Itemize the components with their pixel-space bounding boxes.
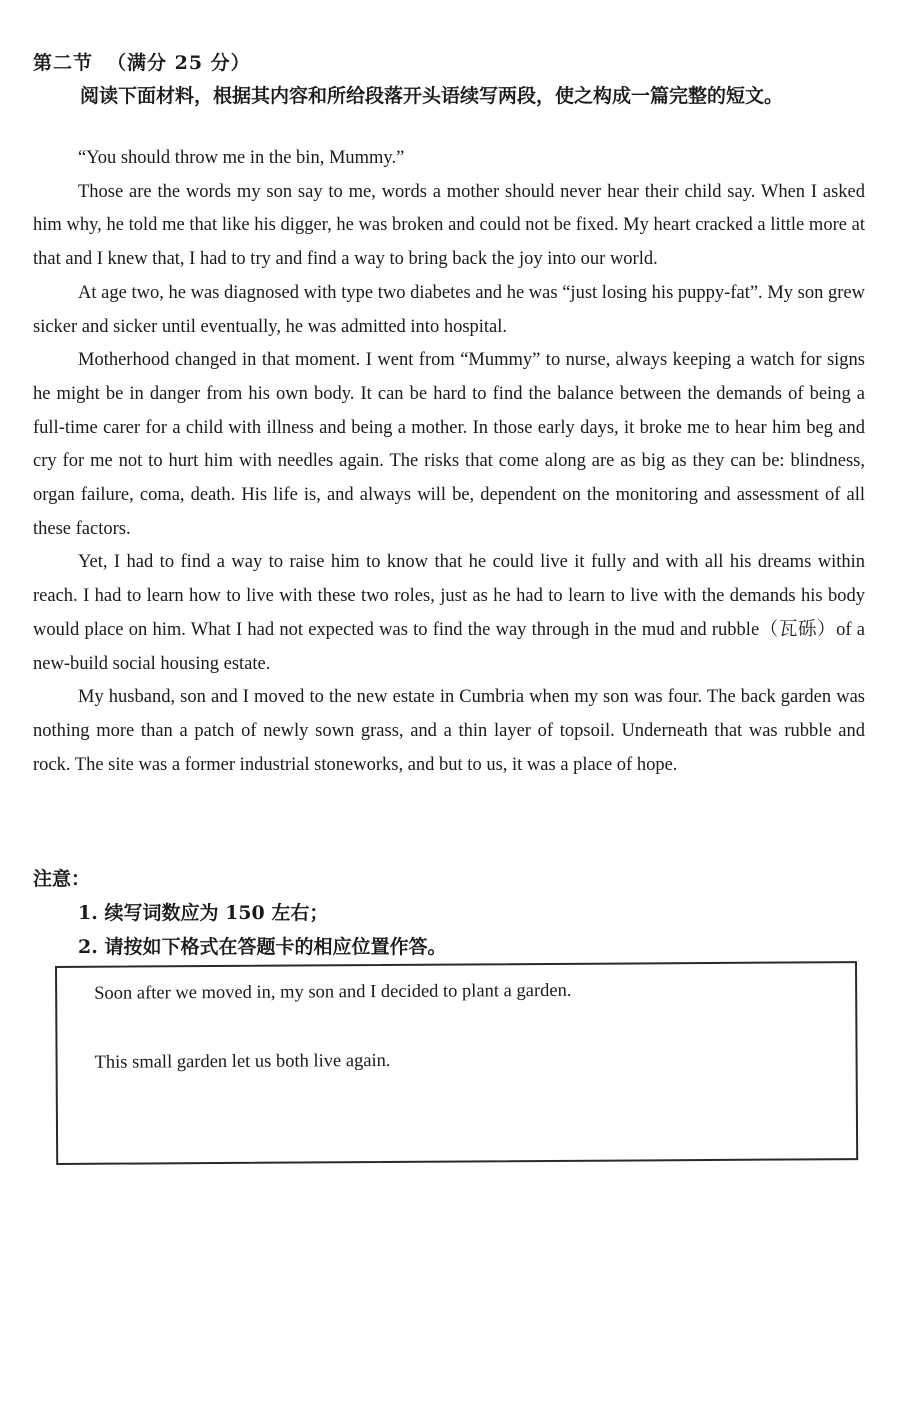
paragraph-one-opening: Soon after we moved in, my son and I decided to plant a garden.: [94, 980, 572, 1004]
passage-paragraph: Yet, I had to find a way to raise him to know that he could live it fully and with all his dreams within reach. I had to learn how to live with these two roles, just as he had to learn to live with the demands his body would place on him. What I had not expected was to find the way through in the mud and rubble（瓦砾）of a new-build social housing estate.: [33, 552, 865, 674]
passage-paragraph: “You should throw me in the bin, Mummy.”: [78, 148, 405, 168]
section-score: （满分 25 分）: [107, 52, 251, 74]
passage-paragraph: Those are the words my son say to me, words a mother should never hear their child say. When I asked him why, he told me that like his digger, he was broken and could not be fixed. My heart cracked a little more at that and I knew that, I had to try and find a way to bring back the joy into our world.: [33, 181, 865, 270]
passage-paragraph: At age two, he was diagnosed with type two diabetes and he was “just losing his puppy-fat”. My son grew sicker and sicker until eventually, he was admitted into hospital.: [33, 282, 865, 337]
section-title: 第二节: [33, 52, 94, 74]
passage-paragraph: Motherhood changed in that moment. I went from “Mummy” to nurse, always keeping a watch for signs he might be in danger from his own body. It can be hard to find the balance between the demands of being a full-time carer for a child with illness and being a mother. In those early days, it broke me to hear him beg and cry for me not to hurt him with needles again. The risks that come along are as big as they can be: blindness, organ failure, coma, death. His life is, and always will be, dependent on the monitoring and assessment of all these factors.: [33, 350, 865, 539]
reading-passage: [33, 142, 865, 782]
answer-format-box: [55, 961, 858, 1165]
notes-list: [78, 896, 446, 964]
task-instruction: 阅读下面材料，根据其内容和所给段落开头语续写两段，使之构成一篇完整的短文。: [80, 85, 784, 107]
paragraph-two-opening: This small garden let us both live again.: [94, 1050, 391, 1073]
passage-paragraph: My husband, son and I moved to the new estate in Cumbria when my son was four. The back garden was nothing more than a patch of newly sown grass, and a thin layer of topsoil. Underneath that was rubble and rock. The site was a former industrial stoneworks, and but to us, it was a place of hope.: [33, 687, 865, 775]
section-heading: [33, 48, 251, 75]
note-item: 1. 续写词数应为 150 左右；: [78, 902, 329, 924]
note-item: 2. 请按如下格式在答题卡的相应位置作答。: [78, 936, 447, 958]
notes-title: 注意：: [33, 868, 91, 890]
